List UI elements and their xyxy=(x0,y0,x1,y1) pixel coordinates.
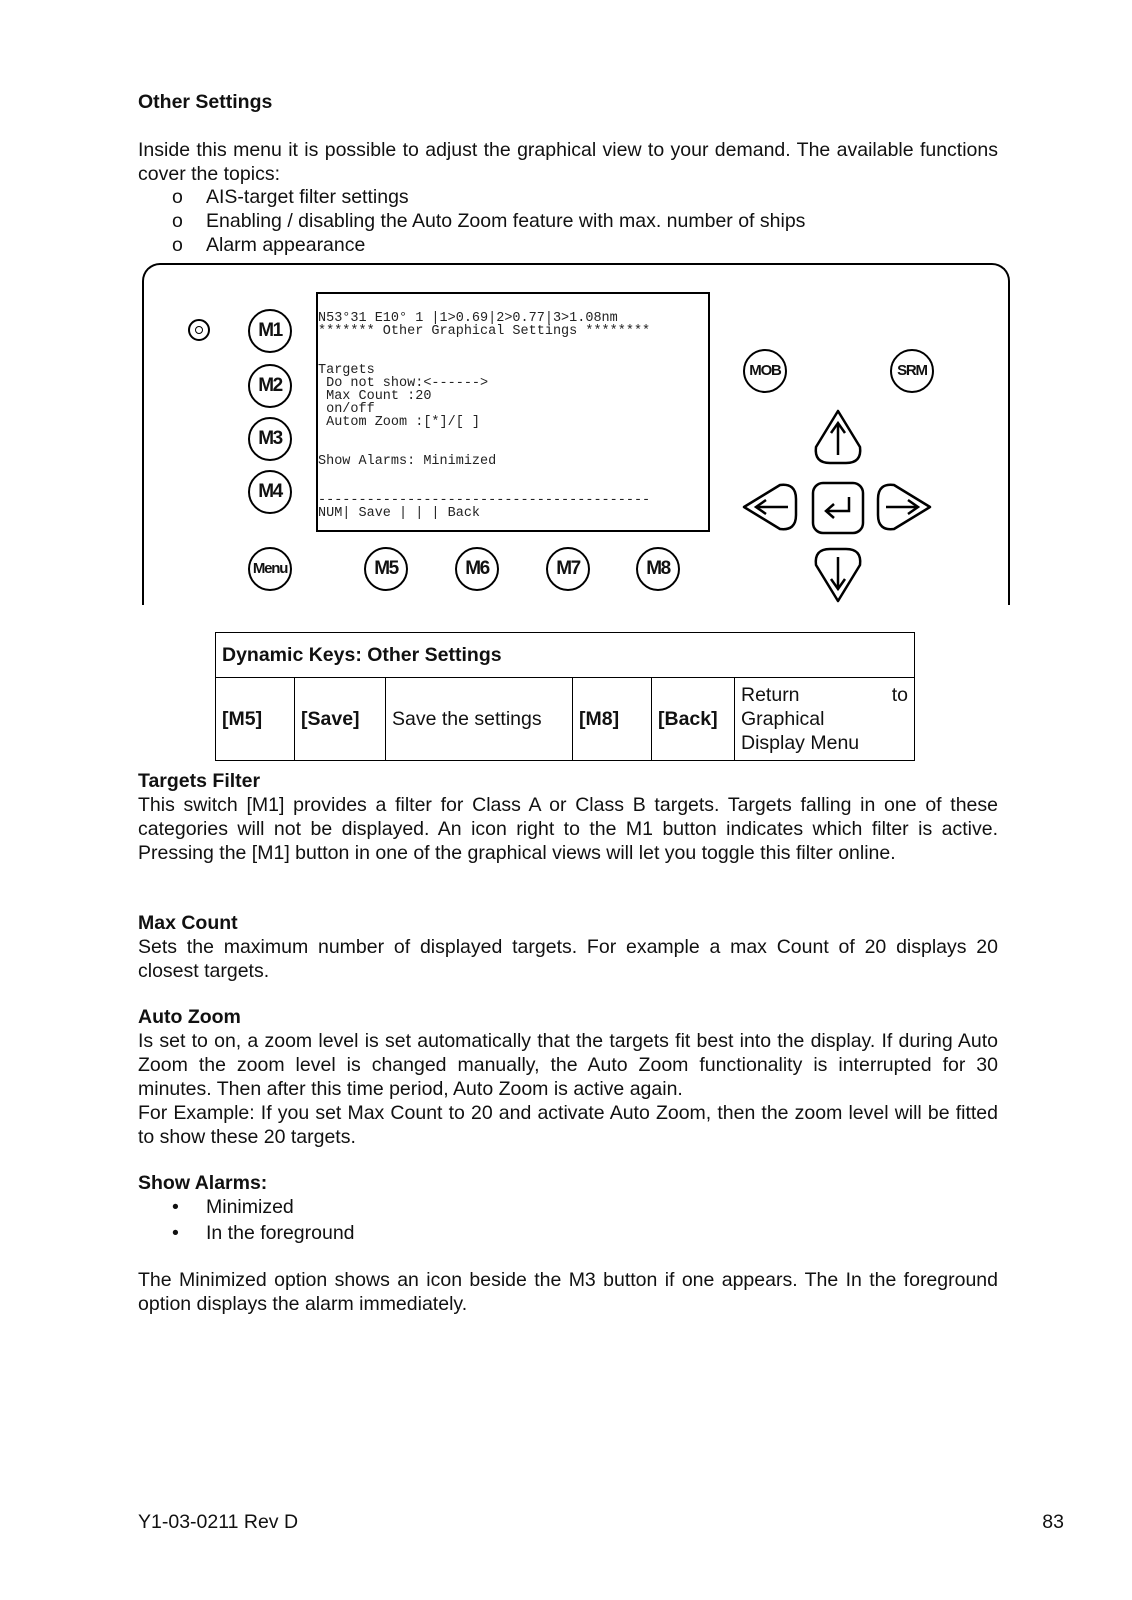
screen-divider: ----------------------------------------- xyxy=(318,493,651,508)
arrow-left-icon[interactable] xyxy=(742,481,798,533)
m7-button[interactable]: M7 xyxy=(546,547,590,591)
save-description-cell: Save the settings xyxy=(386,678,573,761)
key-m5-cell: [M5] xyxy=(216,678,295,761)
m1-button[interactable]: M1 xyxy=(248,309,292,353)
m8-button[interactable]: M8 xyxy=(636,547,680,591)
m6-button[interactable]: M6 xyxy=(455,547,499,591)
arrow-down-icon[interactable] xyxy=(812,547,864,603)
max-count-text: Sets the maximum number of displayed targets. For example a max Count of 20 displays 20 closest targets. xyxy=(138,936,998,982)
back-desc-word: Return xyxy=(741,684,800,706)
list-item-text: Alarm appearance xyxy=(206,234,366,256)
back-desc-word: to xyxy=(891,684,908,706)
intro-paragraph: Inside this menu it is possible to adjust the graphical view to your demand. The available functions cover the topics: xyxy=(138,139,998,185)
back-desc-line: Graphical xyxy=(741,708,825,730)
key-save-cell: [Save] xyxy=(295,678,386,761)
targets-filter-heading: Targets Filter xyxy=(138,770,261,792)
max-count-heading: Max Count xyxy=(138,912,238,934)
screen-line: Max Count :20 xyxy=(318,389,432,404)
back-description-cell xyxy=(735,678,915,761)
table-title: Dynamic Keys: Other Settings xyxy=(216,633,915,678)
m2-button[interactable]: M2 xyxy=(248,364,292,408)
list-item-text: Enabling / disabling the Auto Zoom feature with max. number of ships xyxy=(206,210,806,232)
targets-filter-text: This switch [M1] provides a filter for Class A or Class B targets. Targets falling in one of these categories will not be displayed. An icon right to the M1 button indicates which filter is active. Pressing the [M1] button in one of the graphical views will let you toggle this filter online. xyxy=(138,794,998,864)
screen-line: Show Alarms: Minimized xyxy=(318,454,497,469)
bullet-mark: o xyxy=(172,210,183,232)
bullet-mark: o xyxy=(172,186,183,208)
screen-line: on/off xyxy=(318,402,375,417)
list-item-text: In the foreground xyxy=(206,1222,355,1244)
section-title: Other Settings xyxy=(138,91,273,113)
key-back-cell: [Back] xyxy=(652,678,735,761)
mob-button[interactable]: MOB xyxy=(743,349,787,393)
list-item-text: AIS-target filter settings xyxy=(206,186,409,208)
screen-line: Autom Zoom :[*]/[ ] xyxy=(318,415,481,430)
show-alarms-heading: Show Alarms: xyxy=(138,1172,268,1194)
enter-icon[interactable] xyxy=(811,481,865,535)
screen-position-line: N53°31 E10° 1 |1>0.69|2>0.77|3>1.08nm xyxy=(318,311,618,326)
m4-button[interactable]: M4 xyxy=(248,470,292,514)
page-number: 83 xyxy=(1042,1511,1064,1533)
screen-line: Targets xyxy=(318,363,375,378)
m5-button[interactable]: M5 xyxy=(364,547,408,591)
back-desc-line: Display Menu xyxy=(741,732,860,754)
dynamic-keys-table xyxy=(215,632,915,761)
screen-line: Do not show:<------> xyxy=(318,376,489,391)
footer-doc-id: Y1-03-0211 Rev D xyxy=(138,1511,299,1533)
auto-zoom-heading: Auto Zoom xyxy=(138,1006,241,1028)
table-row xyxy=(216,678,915,761)
list-item-text: Minimized xyxy=(206,1196,294,1218)
power-indicator-icon xyxy=(188,319,210,341)
bullet-mark: o xyxy=(172,234,183,256)
key-m8-cell: [M8] xyxy=(573,678,652,761)
m3-button[interactable]: M3 xyxy=(248,417,292,461)
show-alarms-text: The Minimized option shows an icon beside the M3 button if one appears. The In the foreground option displays the alarm immediately. xyxy=(138,1269,998,1315)
auto-zoom-text: Is set to on, a zoom level is set automatically that the targets fit best into the display. If during Auto Zoom the zoom level is changed manually, the Auto Zoom functionality is interrupted for 30 minutes. Then after this time period, Auto Zoom is active again. xyxy=(138,1030,998,1100)
screen-softkey-labels: NUM| Save | | | Back xyxy=(318,506,481,521)
arrow-up-icon[interactable] xyxy=(812,409,864,465)
srm-button[interactable]: SRM xyxy=(890,349,934,393)
screen-title-line: ******* Other Graphical Settings ******** xyxy=(318,324,651,339)
bullet-mark: • xyxy=(172,1196,179,1218)
menu-button[interactable]: Menu xyxy=(248,547,292,591)
auto-zoom-example: For Example: If you set Max Count to 20 and activate Auto Zoom, then the zoom level will be fitted to show these 20 targets. xyxy=(138,1102,998,1148)
arrow-right-icon[interactable] xyxy=(876,481,932,533)
lcd-screen xyxy=(316,292,710,532)
bullet-mark: • xyxy=(172,1222,179,1244)
